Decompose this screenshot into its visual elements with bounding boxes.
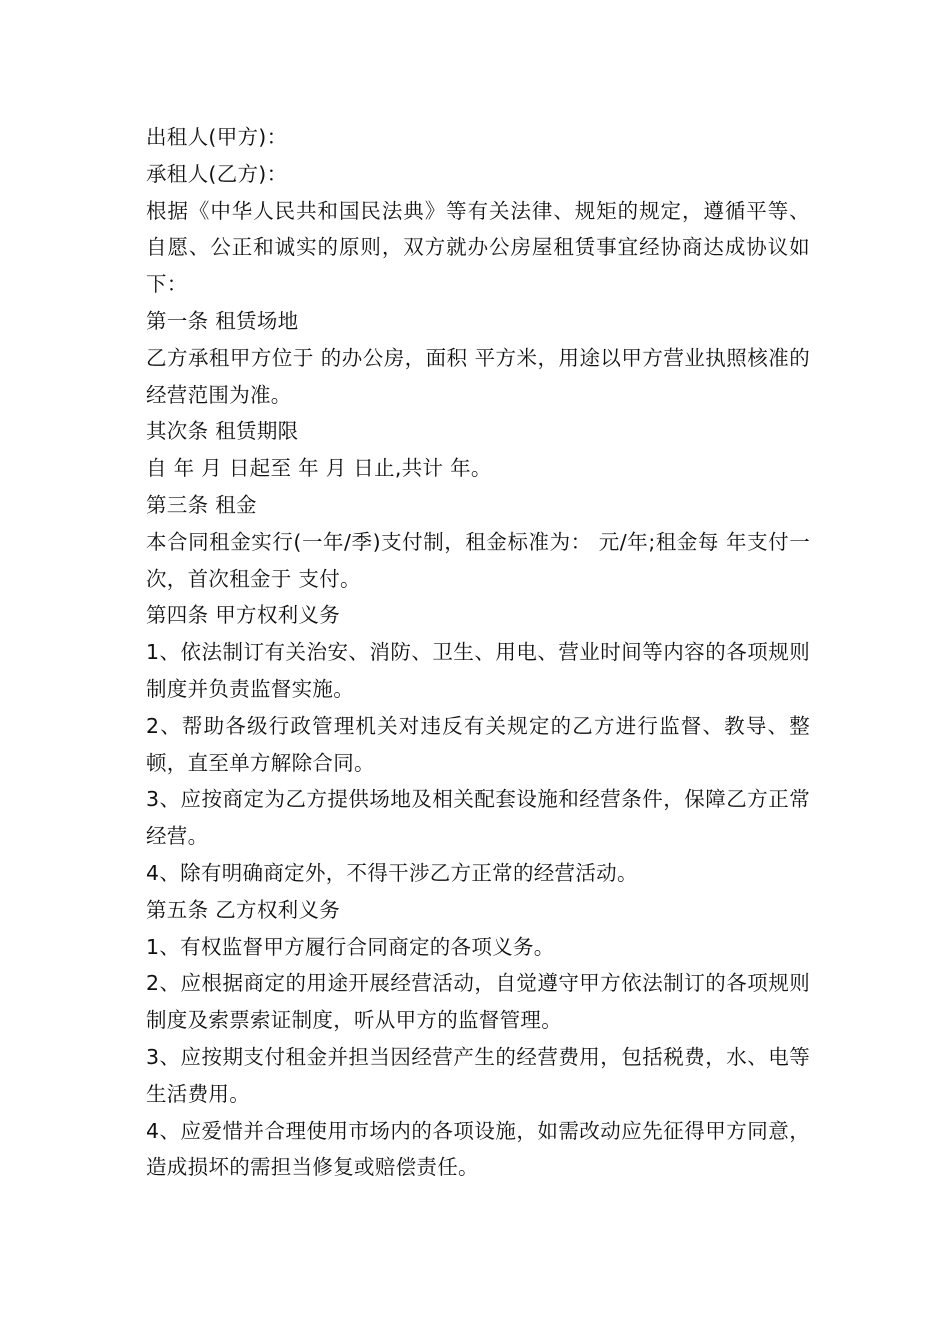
lessor-line: 出租人(甲方)： bbox=[146, 125, 288, 149]
document-body bbox=[146, 119, 810, 1186]
article-3-text: 本合同租金实行(一年/季)支付制，租金标准为： 元/年;租金每 年支付一次，首次租金于 支付。 bbox=[146, 529, 810, 591]
article-5-heading: 第五条 乙方权利义务 bbox=[146, 897, 341, 922]
article-4-item-1: 1、依法制订有关治安、消防、卫生、用电、营业时间等内容的各项规则制度并负责监督实施。 bbox=[146, 640, 810, 701]
article-1-text: 乙方承租甲方位于 的办公房，面积 平方米，用途以甲方营业执照核准的经营范围为准。 bbox=[146, 345, 810, 407]
article-4-item-3: 3、应按商定为乙方提供场地及相关配套设施和经营条件，保障乙方正常经营。 bbox=[146, 787, 810, 849]
preamble-paragraph: 根据《中华人民共和国民法典》等有关法律、规矩的规定，遵循平等、自愿、公正和诚实的原则，双方就办公房屋租赁事宜经协商达成协议如下： bbox=[146, 198, 810, 297]
article-3-heading: 第三条 租金 bbox=[146, 492, 257, 517]
article-1-heading: 第一条 租赁场地 bbox=[146, 308, 299, 333]
article-5-item-4: 4、应爱惜并合理使用市场内的各项设施，如需改动应先征得甲方同意，造成损坏的需担当修复或赔偿责任。 bbox=[146, 1118, 810, 1180]
article-5-item-1: 1、有权监督甲方履行合同商定的各项义务。 bbox=[146, 934, 555, 959]
article-4-item-4: 4、除有明确商定外，不得干涉乙方正常的经营活动。 bbox=[146, 860, 638, 885]
lessee-line: 承租人(乙方)： bbox=[146, 161, 288, 186]
article-5-item-2: 2、应根据商定的用途开展经营活动，自觉遵守甲方依法制订的各项规则制度及索票索证制度，听从甲方的监督管理。 bbox=[146, 971, 810, 1033]
article-4-heading: 第四条 甲方权利义务 bbox=[146, 603, 341, 628]
article-4-item-2: 2、帮助各级行政管理机关对违反有关规定的乙方进行监督、教导、整顿，直至单方解除合同。 bbox=[146, 713, 810, 775]
article-2-heading: 其次条 租赁期限 bbox=[146, 419, 299, 444]
article-2-text: 自 年 月 日起至 年 月 日止,共计 年。 bbox=[146, 456, 492, 481]
article-5-item-3: 3、应按期支付租金并担当因经营产生的经营费用，包括税费，水、电等生活费用。 bbox=[146, 1044, 810, 1106]
